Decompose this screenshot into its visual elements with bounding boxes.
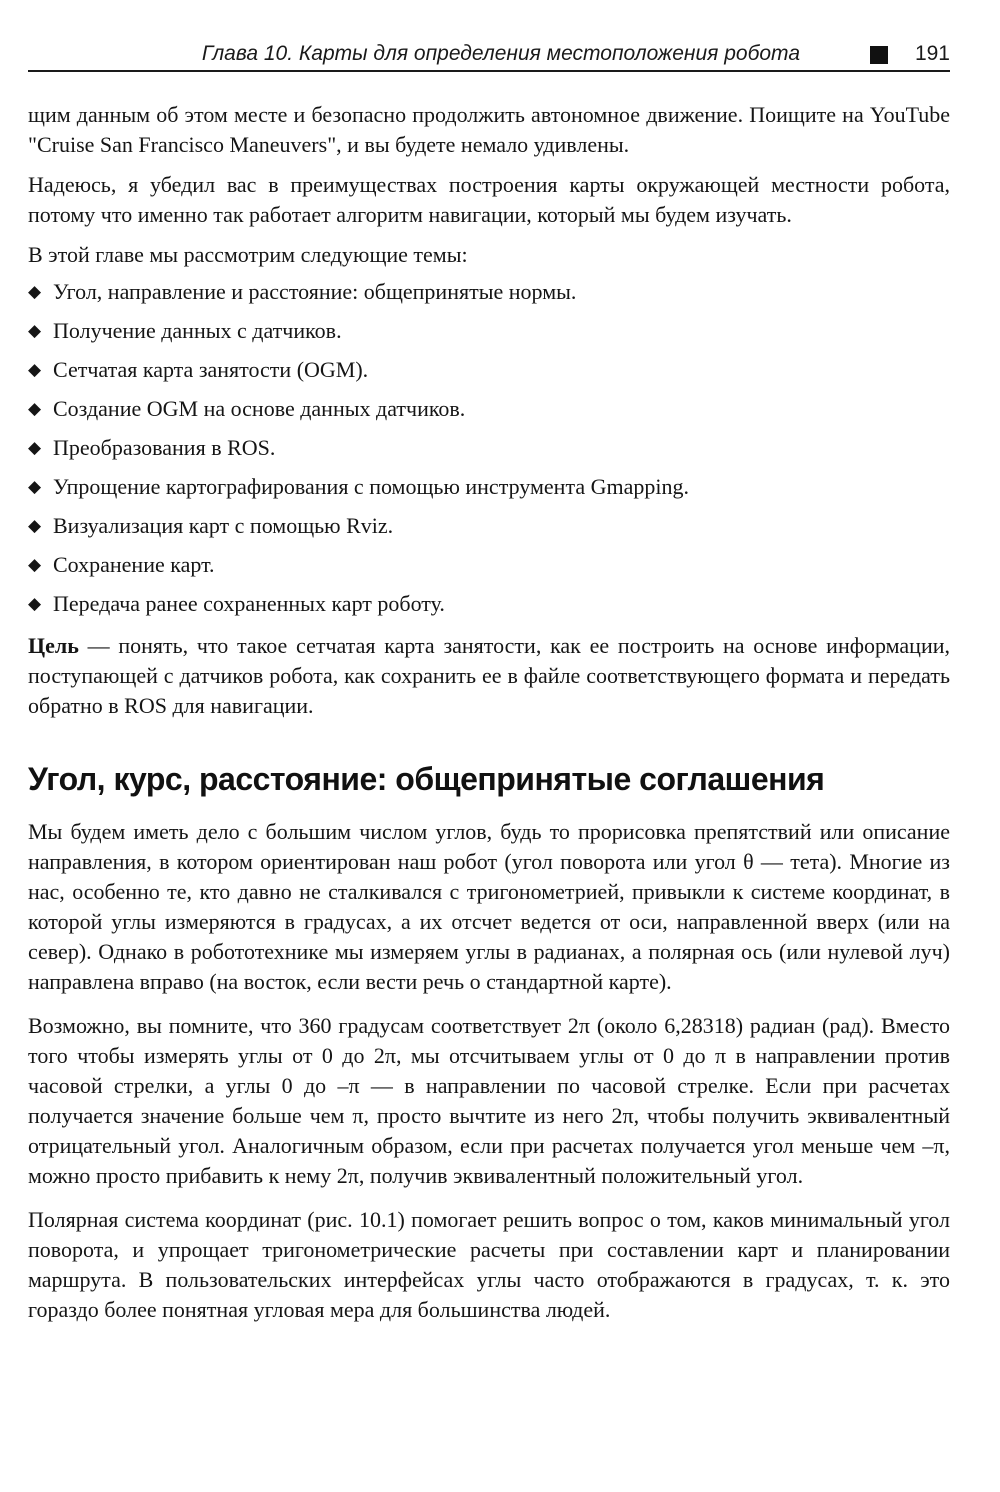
running-title: Глава 10. Карты для определения местоположения робота [201,42,800,65]
list-item: ◆ Преобразования в ROS. [28,428,950,467]
section-paragraph-angles: Мы будем иметь дело с большим числом углов, будь то прорисовка препятствий или описание направления, в котором ориентирован наш робот (угол поворота или угол θ — тета). Многие из нас, особенно те, кто давно не сталкивался с тригонометрией, привыкли к системе координат, в которой углы измеряются в градусах, а их отсчет ведется от оси, направленной вверх (или на север). Однако в робототехнике мы измеряем углы в радианах, а полярная ось (или нулевой луч) направлена вправо (на восток, если вести речь о стандартной карте). [28,819,950,994]
page-content [28,100,950,1335]
paragraph-persuasion: Надеюсь, я убедил вас в преимуществах построения карты окружающей местности робота, потому что именно так работает алгоритм навигации, который мы будем изучать. [28,172,950,227]
list-item: ◆ Создание OGM на основе данных датчиков. [28,389,950,428]
diamond-bullet-icon: ◆ [28,555,42,574]
section-heading: Угол, курс, расстояние: общепринятые соглашения [28,761,825,797]
list-item: ◆ Передача ранее сохраненных карт роботу. [28,584,950,623]
running-header [28,40,950,72]
square-icon [870,46,888,64]
page-number: 191 [914,42,950,65]
list-item: ◆ Получение данных с датчиков. [28,311,950,350]
topics-intro: В этой главе мы рассмотрим следующие темы: [28,242,468,267]
section-paragraph-polar: Полярная система координат (рис. 10.1) помогает решить вопрос о том, каков минимальный угол поворота, и упрощает тригонометрические расчеты при составлении карт и планировании маршрута. В пользовательских интерфейсах углы часто отображаются в градусах, т. к. это гораздо более понятная угловая мера для большинства людей. [28,1207,950,1322]
goal-text: — понять, что такое сетчатая карта занятости, как ее построить на основе информации, поступающей с датчиков робота, как сохранить ее в файле соответствующего формата и передать обратно в ROS для навигации. [28,633,950,718]
section-paragraph-radians: Возможно, вы помните, что 360 градусам соответствует 2π (около 6,28318) радиан (рад). Вместо того чтобы измерять углы от 0 до 2π, мы отсчитываем углы от 0 до π в направлении против часовой стрелки, а углы 0 до –π — в направлении по часовой стрелке. Если при расчетах получается значение больше чем π, просто вычтите из него 2π, чтобы получить эквивалентный отрицательный угол. Аналогичным образом, если при расчетах получается угол меньше чем –π, можно просто прибавить к нему 2π, получив эквивалентный положительный угол. [28,1013,950,1188]
diamond-bullet-icon: ◆ [28,438,42,457]
list-item: ◆ Упрощение картографирования с помощью инструмента Gmapping. [28,467,950,506]
diamond-bullet-icon: ◆ [28,477,42,496]
diamond-bullet-icon: ◆ [28,399,42,418]
paragraph-continued: щим данным об этом месте и безопасно продолжить автономное движение. Поищите на YouTube "Cruise San Francisco Maneuvers", и вы будете немало удивлены. [28,102,950,157]
diamond-bullet-icon: ◆ [28,282,42,301]
goal-paragraph [28,631,950,721]
diamond-bullet-icon: ◆ [28,594,42,613]
list-item: ◆ Сохранение карт. [28,545,950,584]
list-item: ◆ Сетчатая карта занятости (OGM). [28,350,950,389]
diamond-bullet-icon: ◆ [28,360,42,379]
goal-label: Цель [28,633,79,658]
list-item: ◆ Угол, направление и расстояние: общепринятые нормы. [28,272,950,311]
topics-list [28,272,950,623]
diamond-bullet-icon: ◆ [28,321,42,340]
diamond-bullet-icon: ◆ [28,516,42,535]
list-item: ◆ Визуализация карт с помощью Rviz. [28,506,950,545]
